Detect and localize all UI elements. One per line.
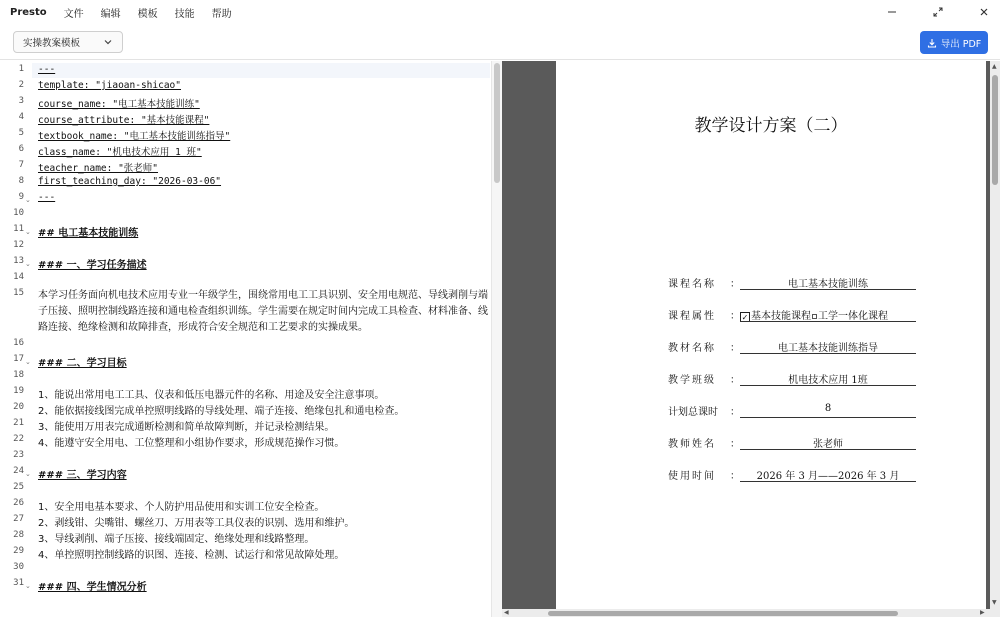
- field-label: 使用时间: [668, 471, 716, 482]
- pdf-preview-pane: [502, 61, 1000, 617]
- preview-vertical-scrollbar[interactable]: [990, 61, 1000, 617]
- field-colon: ：: [730, 343, 740, 354]
- line-number: 31: [13, 578, 24, 588]
- line-number: 4: [18, 112, 24, 122]
- code-line[interactable]: ---: [38, 192, 56, 203]
- markdown-heading-line[interactable]: ### 一、学习任务描述: [38, 260, 147, 271]
- menu-file[interactable]: 文件: [63, 8, 84, 20]
- menu-bar: [0, 0, 1000, 24]
- template-select-value: 实操教案模板: [23, 38, 81, 49]
- fold-chevron-icon[interactable]: ⌄: [25, 582, 31, 590]
- line-number: 23: [13, 450, 24, 460]
- markdown-heading-line[interactable]: ### 三、学习内容: [38, 470, 127, 481]
- field-value: 2026 年 3 月——2026 年 3 月: [740, 467, 916, 482]
- code-line[interactable]: 1、能说出常用电工工具、仪表和低压电器元件的名称、用途及安全注意事项。: [38, 390, 385, 401]
- line-number: 13: [13, 256, 24, 266]
- scroll-right-arrow-icon[interactable]: ▶: [980, 609, 985, 616]
- checkbox-checked-icon: ✓: [741, 313, 749, 322]
- export-pdf-label: 导出 PDF: [940, 38, 982, 50]
- line-number: 7: [18, 160, 24, 170]
- line-number: 20: [13, 402, 24, 412]
- download-icon: [927, 38, 937, 48]
- code-line[interactable]: first_teaching_day: "2026-03-06": [38, 176, 222, 187]
- code-line[interactable]: textbook_name: "电工基本技能训练指导": [38, 131, 231, 142]
- code-line[interactable]: template: "jiaoan-shicao": [38, 80, 181, 91]
- menu-skills[interactable]: 技能: [174, 8, 195, 20]
- editor-vertical-scrollbar[interactable]: [491, 61, 502, 617]
- field-colon: ：: [730, 439, 740, 450]
- field-colon: ：: [730, 375, 740, 386]
- code-line[interactable]: course_attribute: "基本技能课程": [38, 115, 210, 126]
- chevron-down-icon: [103, 37, 113, 47]
- line-number: 25: [13, 482, 24, 492]
- fold-chevron-icon[interactable]: ⌄: [25, 470, 31, 478]
- field-colon: ：: [730, 407, 740, 418]
- line-number: 17: [13, 354, 24, 364]
- field-label: 课程名称: [668, 279, 716, 290]
- field-colon: ：: [730, 471, 740, 482]
- code-line[interactable]: 2、能依据接线图完成单控照明线路的导线处理、端子连接、绝缘包扎和通电检查。: [38, 406, 405, 417]
- field-colon: ：: [730, 311, 740, 322]
- line-number: 16: [13, 338, 24, 348]
- field-label: 课程属性: [668, 311, 716, 322]
- code-line[interactable]: teacher_name: "张老师": [38, 163, 159, 174]
- code-line[interactable]: class_name: "机电技术应用 1 班": [38, 147, 202, 158]
- code-line[interactable]: 本学习任务面向机电技术应用专业一年级学生，围绕常用电工工具识别、安全用电规范、导线剥削与端子压接、照明控制线路连接和通电检查组织训练。学生需要在规定时间内完成工具检查、材料准备、线路连接、绝缘检测和故障排查，形成符合安全规范和工艺要求的实操成果。: [38, 290, 488, 333]
- line-number: 30: [13, 562, 24, 572]
- field-value: 机电技术应用 1班: [740, 371, 916, 386]
- minimize-icon[interactable]: [876, 0, 908, 24]
- line-number: 15: [13, 288, 24, 298]
- code-line[interactable]: 4、单控照明控制线路的识图、连接、检测、试运行和常见故障处理。: [38, 550, 345, 561]
- export-pdf-button[interactable]: [920, 31, 988, 54]
- line-number: 24: [13, 466, 24, 476]
- field-colon: ：: [730, 279, 740, 290]
- markdown-heading-line[interactable]: ### 四、学生情况分析: [38, 582, 147, 593]
- markdown-heading-line[interactable]: ## 电工基本技能训练: [38, 228, 139, 239]
- preview-vertical-thumb[interactable]: [992, 75, 998, 185]
- line-number: 26: [13, 498, 24, 508]
- markdown-heading-line[interactable]: ### 二、学习目标: [38, 358, 127, 369]
- code-line[interactable]: ---: [38, 64, 56, 75]
- checked-option-label: 基本技能课程: [751, 311, 811, 322]
- fold-chevron-icon[interactable]: ⌄: [25, 196, 31, 204]
- toolbar: [0, 24, 1000, 60]
- line-number: 8: [18, 176, 24, 186]
- scroll-left-arrow-icon[interactable]: ◀: [504, 609, 509, 616]
- field-value: 8: [740, 403, 916, 418]
- fullscreen-icon[interactable]: [922, 0, 954, 24]
- app-name: Presto: [10, 6, 47, 18]
- document-title: 教学设计方案（二）: [694, 116, 848, 136]
- template-select[interactable]: [13, 31, 123, 53]
- preview-horizontal-scrollbar[interactable]: [502, 609, 990, 617]
- preview-page: [556, 61, 986, 609]
- line-number: 28: [13, 530, 24, 540]
- line-number: 18: [13, 370, 24, 380]
- menu-help[interactable]: 帮助: [211, 8, 232, 20]
- menu-edit[interactable]: 编辑: [100, 8, 121, 20]
- fold-chevron-icon[interactable]: ⌄: [25, 358, 31, 366]
- close-icon[interactable]: [968, 0, 1000, 24]
- line-number: 5: [18, 128, 24, 138]
- checkbox-empty-icon: [812, 314, 817, 319]
- line-number: 10: [13, 208, 24, 218]
- field-label: 教学班级: [668, 375, 716, 386]
- code-line[interactable]: course_name: "电工基本技能训练": [38, 99, 200, 110]
- line-number: 19: [13, 386, 24, 396]
- line-number: 27: [13, 514, 24, 524]
- code-line[interactable]: 3、能使用万用表完成通断检测和简单故障判断，并记录检测结果。: [38, 422, 335, 433]
- line-number: 14: [13, 272, 24, 282]
- markdown-editor[interactable]: [0, 61, 502, 617]
- menu-template[interactable]: 模板: [137, 8, 158, 20]
- editor-scroll-thumb[interactable]: [494, 63, 500, 183]
- field-value: 电工基本技能训练指导: [740, 339, 916, 354]
- field-value: [740, 307, 916, 322]
- line-number: 6: [18, 144, 24, 154]
- code-line[interactable]: 1、安全用电基本要求、个人防护用品使用和实训工位安全检查。: [38, 502, 325, 513]
- scroll-up-arrow-icon[interactable]: ▲: [992, 63, 997, 70]
- field-label: 教师姓名: [668, 439, 716, 450]
- line-number: 21: [13, 418, 24, 428]
- fold-chevron-icon[interactable]: ⌄: [25, 228, 31, 236]
- field-label: 计划总课时: [668, 407, 718, 418]
- line-number: 29: [13, 546, 24, 556]
- code-line[interactable]: 2、剥线钳、尖嘴钳、螺丝刀、万用表等工具仪表的识别、选用和维护。: [38, 518, 355, 529]
- code-line[interactable]: 4、能遵守安全用电、工位整理和小组协作要求，形成规范操作习惯。: [38, 438, 345, 449]
- field-value: 张老师: [740, 435, 916, 450]
- line-number: 3: [18, 96, 24, 106]
- line-number: 12: [13, 240, 24, 250]
- scroll-down-arrow-icon[interactable]: ▼: [992, 599, 997, 606]
- preview-horizontal-thumb[interactable]: [548, 611, 898, 616]
- fold-chevron-icon[interactable]: ⌄: [25, 260, 31, 268]
- line-number: 11: [13, 224, 24, 234]
- current-line-highlight: [32, 63, 490, 78]
- field-value: 电工基本技能训练: [740, 275, 916, 290]
- code-line[interactable]: 3、导线剥削、端子压接、接线端固定、绝缘处理和线路整理。: [38, 534, 315, 545]
- line-number: 2: [18, 80, 24, 90]
- line-number: 9: [18, 192, 24, 202]
- line-number: 22: [13, 434, 24, 444]
- field-label: 教材名称: [668, 343, 716, 354]
- line-number: 1: [18, 64, 24, 74]
- unchecked-option-label: 工学一体化课程: [818, 311, 888, 322]
